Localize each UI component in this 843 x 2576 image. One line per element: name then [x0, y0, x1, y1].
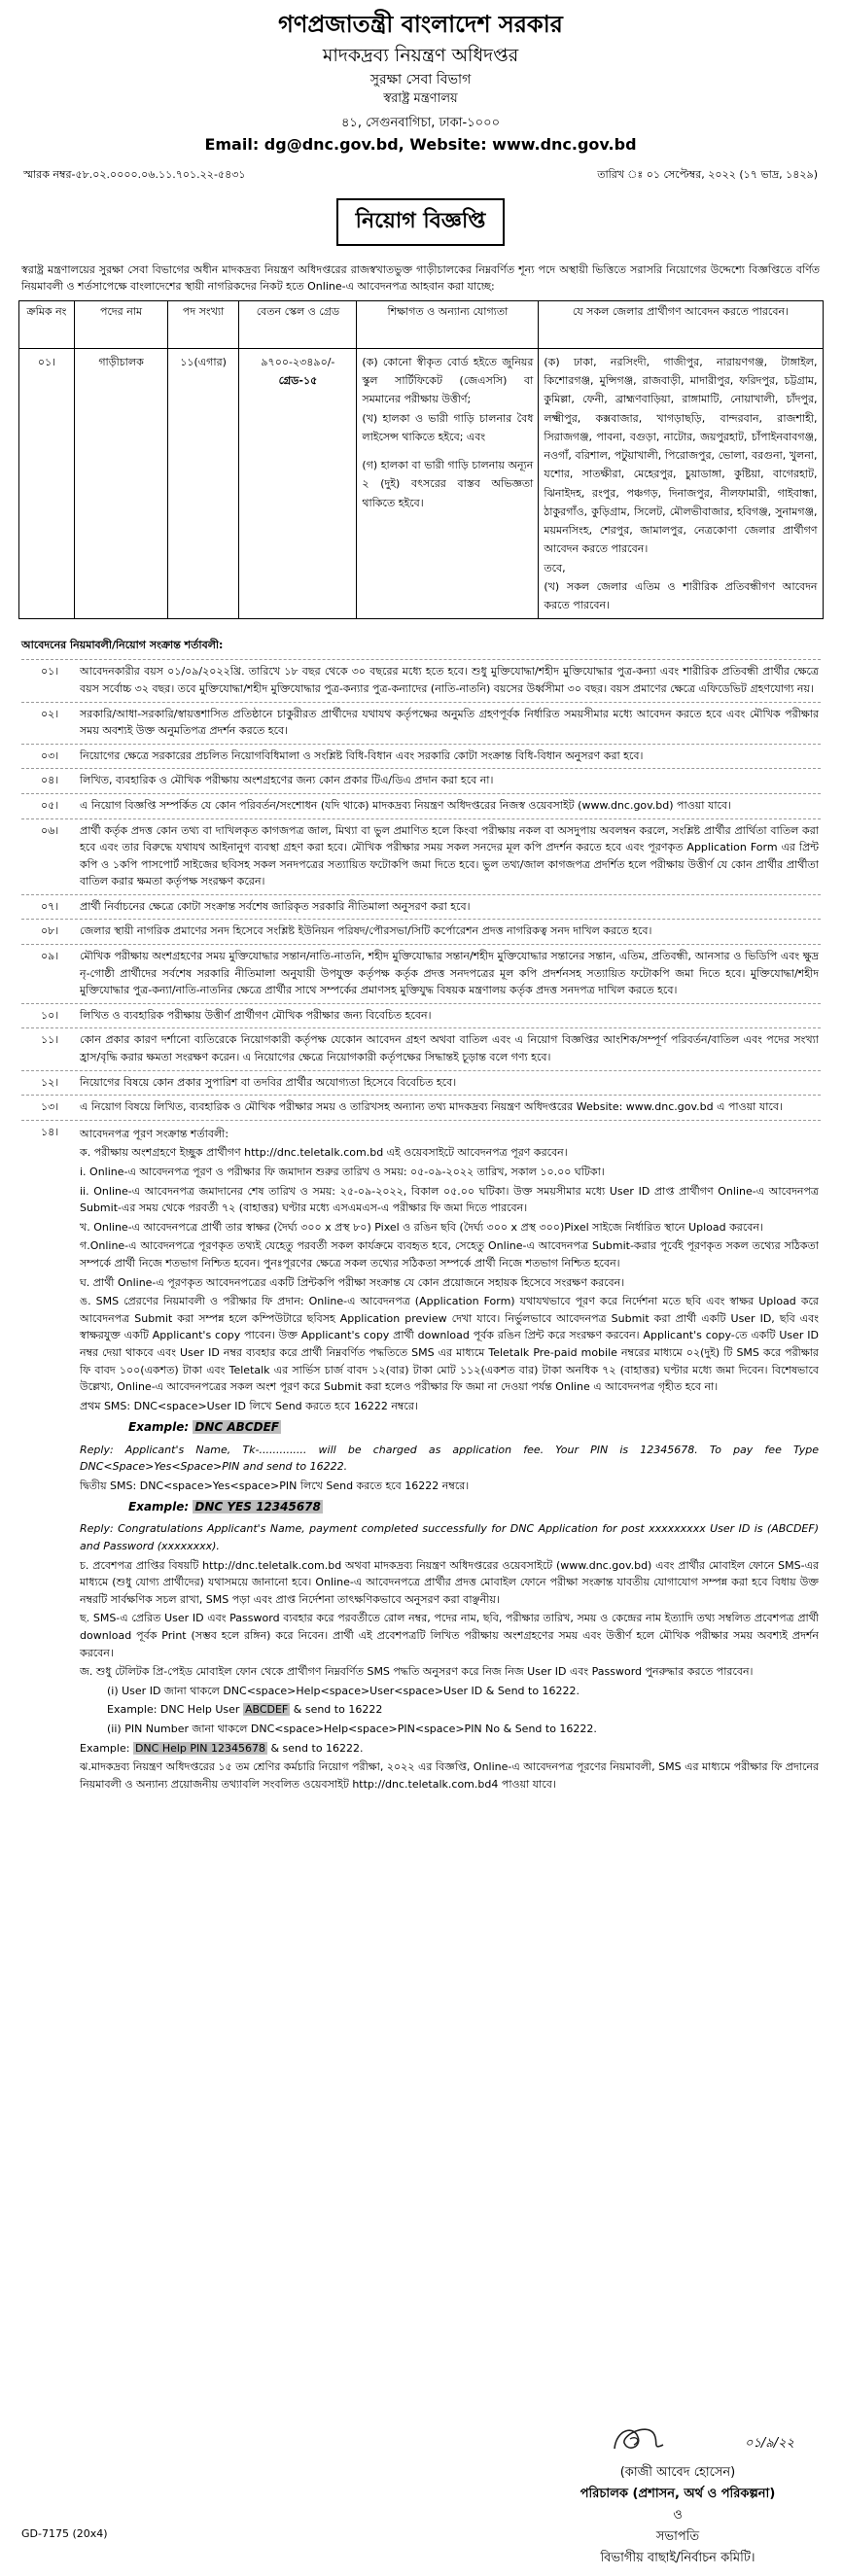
condition-number: ১০।: [41, 1008, 59, 1022]
application-instructions-body: [80, 1124, 821, 1795]
condition-text: এ নিয়োগ বিষয়ে লিখিত, ব্যবহারিক ও মৌখিক পরীক্ষার সময় ও তারিখসহ অন্যান্য তথ্য মাদকদ্রব্য নিয়ন্ত্রণ অধিদপ্তরের Website: www.dnc.gov.bd এ পাওয়া যাবে।: [80, 1100, 783, 1114]
cell-serial: ০১।: [18, 348, 75, 619]
recover-user-id-example: [80, 1701, 819, 1719]
recover-pin: (ii) PIN Number জানা থাকলে DNC<space>Help<space>PIN<space>PIN No & Send to 16222.: [107, 1723, 597, 1735]
memo-date: তারিখ ঃ ০১ সেপ্টেম্বর, ২০২২ (১৭ ভাদ্র, ১৪২৯): [597, 167, 818, 181]
instruction-ja: জ. শুধু টেলিটক প্রি-পেইড মোবাইল ফোন থেকে প্রার্থীগণ নিম্নবর্ণিত SMS পদ্ধতি অনুসরণ করে নিজ নিজ User ID এবং Password পুনরুদ্ধার করতে পারবেন।: [80, 1665, 754, 1679]
department-name: মাদকদ্রব্য নিয়ন্ত্রণ অধিদপ্তর: [322, 45, 519, 66]
condition-item: [21, 1095, 821, 1120]
qualification-c: (গ) হালকা বা ভারী গাড়ি চালনায় অন্যূন ২ (দুই) বৎসরের বাস্তব অভিজ্ঞতা থাকিতে হইবে।: [362, 459, 534, 509]
cell-count: ১১(এগার): [167, 348, 239, 619]
ministry-name: স্বরাষ্ট্র মন্ত্রণালয়: [383, 91, 458, 107]
contact-line: Email: dg@dnc.gov.bd, Website: www.dnc.gov.bd: [204, 134, 637, 154]
condition-number: ১২।: [41, 1075, 59, 1089]
col-qualification: শিক্ষাগত ও অন্যান্য যোগ্যতা: [357, 300, 539, 348]
signatory-and: ও: [673, 2508, 683, 2524]
first-sms-example: [128, 1418, 819, 1437]
cell-scale: [239, 348, 357, 619]
memo-line: [16, 166, 825, 185]
districts-list: (ক) ঢাকা, নরসিংদী, গাজীপুর, নারায়ণগঞ্জ, টাঙ্গাইল, কিশোরগঞ্জ, মুন্সিগঞ্জ, রাজবাড়ী, মাদারীপুর, ফরিদপুর, চট্টগ্রাম, কুমিল্লা, ফেনী, ব্রাহ্মণবাড়িয়া, রাঙ্গামাটি, নোয়াখালী, চাঁদপুর, লক্ষ্মীপুর, কক্সবাজার, খাগড়াছড়ি, বান্দরবান, রাজশাহী, সিরাজগঞ্জ, পাবনা, বগুড়া, নাটোর, জয়পুরহাট, চাঁপাইনবাবগঞ্জ, নওগাঁ, বরিশাল, পটুয়াখালী, পিরোজপুর, ভোলা, বরগুনা, খুলনা, যশোর, সাতক্ষীরা, মেহেরপুর, চুয়াডাঙ্গা, কুষ্টিয়া, বাগেরহাট, ঝিনাইদহ, রংপুর, পঞ্চগড়, দিনাজপুর, নীলফামারী, গাইবান্ধা, ঠাকুরগাঁও, কুড়িগ্রাম, সিলেট, মৌলভীবাজার, হবিগঞ্জ, সুনামগঞ্জ, ময়মনসিংহ, শেরপুর, জামালপুর, নেত্রকোণা জেলার প্রার্থীগণ আবেদন করতে পারবেন।: [544, 355, 818, 556]
condition-text: লিখিত, ব্যবহারিক ও মৌখিক পরীক্ষায় অংশগ্রহণের জন্য কোন প্রকার টিএ/ডিএ প্রদান করা হবে না।: [80, 774, 494, 787]
col-districts: যে সকল জেলার প্রার্থীগণ আবেদন করতে পারবেন।: [539, 300, 823, 348]
qualification-b: (খ) হালকা ও ভারী গাড়ি চালনার বৈধ লাইসেন্স থাকিতে হইবে; এবং: [362, 411, 534, 443]
condition-text: মৌখিক পরীক্ষায় অংশগ্রহণের সময় মুক্তিযোদ্ধার সন্তান/নাতি-নাতনি, শহীদ মুক্তিযোদ্ধার সন্তান/শহীদ মুক্তিযোদ্ধার সন্তানের সন্তান, এতিম, প্রতিবন্ধী, আনসার ও ভিডিপি এবং ক্ষুদ্র নৃ-গোষ্ঠী প্রার্থীদের সর্বশেষ সরকারি নীতিমালা অনুযায়ী উপযুক্ত কর্তৃপক্ষ কর্তৃক প্রদত্ত সনদপত্রের মূল কপি প্রদর্শনসহ সত্যায়িত ফটোকপি জমা দিতে হবে। মুক্তিযোদ্ধা/শহীদ মুক্তিযোদ্ধার পুত্র-কন্যা/নাতি-নাতনির ক্ষেত্রে প্রার্থীর সাথে সম্পর্কের প্রমাণসহ মুক্তিযুদ্ধ বিষয়ক মন্ত্রণালয় কর্তৃক প্রদত্ত সনদপত্র দাখিল করতে হবে।: [80, 950, 819, 997]
condition-item: [21, 659, 821, 701]
condition-number: ০৯।: [41, 950, 59, 963]
example-code: DNC YES 12345678: [194, 1500, 321, 1514]
pay-scale: ৯৭০০-২৩৪৯০/-: [261, 355, 335, 368]
signatory-name: (কাজী আবেদ হোসেন): [619, 2465, 736, 2480]
instruction-kha: খ. Online-এ আবেদনপত্রে প্রার্থী তার স্বাক্ষর (দৈর্ঘ্য ৩০০ x প্রস্থ ৮০) Pixel ও রঙিন ছবি (দৈর্ঘ্য ৩০০ x প্রস্থ ৩০০)Pixel সাইজে নির্ধারিত স্থানে Upload করবেন।: [80, 1220, 763, 1234]
cell-districts: [539, 348, 823, 619]
signature-scribble-icon: [595, 2416, 760, 2462]
condition-item: [21, 818, 821, 894]
condition-number: ০২।: [41, 707, 59, 720]
instruction-cha: চ. প্রবেশপত্র প্রাপ্তির বিষয়টি http://dnc.teletalk.com.bd অথবা মাদকদ্রব্য নিয়ন্ত্রণ অধিদপ্তরের ওয়েবসাইটে (www.dnc.gov.bd) এবং প্রার্থীর মোবাইল ফোনে SMS-এর মাধ্যমে (শুধু যোগ্য প্রার্থীদের) যথাসময়ে জানানো হবে। Online-এ আবেদনপত্রে প্রার্থীর প্রদত্ত মোবাইল ফোনে পরীক্ষা সংক্রান্ত যাবতীয় যোগাযোগ সম্পন্ন করা হবে বিধায় উক্ত নম্বরটি সার্বক্ষণিক সচল রাখা, SMS পড়া এবং প্রাপ্ত নির্দেশনা তাৎক্ষণিকভাবে অনুসরণ করা বাঞ্ছনীয়।: [80, 1558, 819, 1606]
table-header-row: [18, 300, 823, 348]
instruction-ka-i: i. Online-এ আবেদনপত্র পূরণ ও পরীক্ষার ফি জমাদান শুরুর তারিখ ও সময়: ০৫-০৯-২০২২ তারিখ, সকাল ১০.০০ ঘটিকা।: [80, 1166, 605, 1178]
conditions-heading: আবেদনের নিয়মাবলী/নিয়োগ সংক্রান্ত শর্তাবলী:: [21, 639, 224, 652]
recover-pin-example: [80, 1740, 819, 1758]
condition-item: [21, 1070, 821, 1096]
pay-grade: গ্রেড-১৫: [278, 374, 318, 388]
cell-post: গাড়ীচালক: [75, 348, 167, 619]
condition-text: প্রার্থী কর্তৃক প্রদত্ত কোন তথ্য বা দাখিলকৃত কাগজপত্র জাল, মিথ্যা বা ভুল প্রমাণিত হলে কিংবা পরীক্ষায় নকল বা অসদুপায় অবলম্বন করলে, সংশ্লিষ্ট প্রার্থীর প্রার্থিতা বাতিল করা হবে এবং তার বিরুদ্ধে যথাযথ আইনানুগ ব্যবস্থা গ্রহণ করা হবে। মৌখিক পরীক্ষার সময় সকল সনদের মূল কপি প্রদর্শন করতে হবে এবং পূরণকৃত Application Form এর প্রিন্ট কপি ও ১কপি পাসপোর্ট সাইজের ছবিসহ সকল সনদপত্রের সত্যায়িত ফটোকপি জমা দিতে হবে। ভুল তথ্য/জাল কাগজপত্র প্রদর্শিত হলে পরীক্ষায় উত্তীর্ণ যে কোন প্রার্থীর প্রার্থীতা বাতিল করার ক্ষমতা কর্তৃপক্ষ সংরক্ষণ করেন।: [80, 823, 819, 888]
office-address: ৪১, সেগুনবাগিচা, ঢাকা-১০০০: [340, 115, 501, 130]
intro-paragraph: স্বরাষ্ট্র মন্ত্রণালয়ের সুরক্ষা সেবা বিভাগের অধীন মাদকদ্রব্য নিয়ন্ত্রণ অধিদপ্তরের রাজস্বখাতভুক্ত গাড়ীচালকের নিম্নবর্ণিত শূন্য পদে অস্থায়ী ভিত্তিতে সরাসরি নিয়োগের উদ্দেশ্যে বিজ্ঞপ্তিতে বর্ণিত নিয়মাবলী ও শর্তসাপেক্ষে বাংলাদেশের স্থায়ী নাগরিকদের নিকট হতে Online-এ আবেদনপত্র আহবান করা যাচ্ছে:: [21, 262, 820, 293]
districts-then: তবে,: [544, 561, 566, 574]
condition-text: প্রার্থী নির্বাচনের ক্ষেত্রে কোটা সংক্রান্ত সর্বশেষ জারিকৃত সরকারি নীতিমালা অনুসরণ করা হবে।: [80, 899, 471, 913]
condition-item: [21, 919, 821, 944]
instruction-ka-ii: ii. Online-এ আবেদনপত্র জমাদানের শেষ তারিখ ও সময়: ২৫-০৯-২০২২, বিকাল ০৫.০০ ঘটিকা। উক্ত সময়সীমার মধ্যে User ID প্রাপ্ত প্রার্থীগণ Online-এ আবেদনপত্র Submit-এর সময় থেকে পরবর্তী ৭২ (বাহাত্তর) ঘণ্টার মধ্যে এসএমএস-এ পরীক্ষার ফি জমা দিতে পারবেন।: [80, 1184, 819, 1215]
col-count: পদ সংখ্যা: [167, 300, 239, 348]
condition-item: [21, 793, 821, 818]
condition-number: ১৪।: [41, 1125, 59, 1138]
second-sms: দ্বিতীয় SMS: DNC<space>Yes<space>PIN লিখে Send করতে হবে 16222 নম্বরে।: [80, 1479, 470, 1492]
letterhead: [16, 10, 825, 155]
condition-item: [21, 894, 821, 920]
condition-number: ০৮।: [41, 924, 59, 938]
condition-number: ১১।: [41, 1033, 59, 1047]
example-text: & send to 16222.: [270, 1741, 364, 1755]
condition-number: ০৬।: [41, 823, 59, 837]
example-label: Example:: [128, 1500, 190, 1514]
second-sms-example: [128, 1498, 819, 1516]
recover-user-id: (i) User ID জানা থাকলে DNC<space>Help<space>User<space>User ID & Send to 16222.: [107, 1684, 580, 1697]
example-text: Example: DNC Help User: [107, 1703, 240, 1717]
instruction-ka: ক. পরীক্ষায় অংশগ্রহণে ইচ্ছুক প্রার্থীগণ http://dnc.teletalk.com.bd এই ওয়েবসাইটে আবেদনপত্র পূরণ করবেন।: [80, 1146, 568, 1160]
instruction-ga: গ.Online-এ আবেদনপত্রে পূরণকৃত তথ্যই যেহেতু পরবর্তী সকল কার্যক্রমে ব্যবহৃত হবে, সেহেতু Online-এ আবেদনপত্র Submit-করার পূর্বেই পূরণকৃত সকল তথ্যের সঠিকতা সম্পর্কে প্রার্থী নিজে শতভাগ নিশ্চিত হবেন। পুনঃপূরণের ক্ষেত্রে সকল তথ্যের সঠিকতা সম্পর্কে প্রার্থী নিজে শতভাগ নিশ্চিত হবেন।: [80, 1239, 819, 1270]
condition-item: [21, 944, 821, 1003]
instruction-nga: ঙ. SMS প্রেরণের নিয়মাবলী ও পরীক্ষার ফি প্রদান: Online-এ আবেদনপত্র (Application Form) যথাযথভাবে পূরণ করে নির্দেশনা মতে ছবি এবং স্বাক্ষর Upload করে আবেদনপত্র Submit করা সম্পন্ন হলে কম্পিউটারে ছবিসহ Application preview দেখা যাবে। নির্ভুলভাবে আবেদনপত্র Submit করা প্রার্থী একটি User ID, ছবি এবং স্বাক্ষরযুক্ত একটি Applicant's copy পাবেন। উক্ত Applicant's copy প্রার্থী download পূর্বক রঙিন প্রিন্ট করে সংরক্ষণ করবেন। Applicant's copy-তে একটি User ID নম্বর দেয়া থাকবে এবং User ID নম্বর ব্যবহার করে প্রার্থী নিম্নবর্ণিত পদ্ধতিতে SMS এর মাধ্যমে Teletalk Pre-paid mobile নম্বরের মাধ্যমে ০২(দুই) টি SMS করে পরীক্ষার ফি বাবদ ১০০(একশত) টাকা এবং Teletalk এর সার্ভিস চার্জ বাবদ ১২(বার) টাকা মোট ১১২(একশত বার) টাকা অনধিক ৭২ (বাহাত্তর) ঘণ্টার মধ্যে জমা দিবেন। বিশেষভাবে উল্লেখ্য, Online-এ আবেদনপত্রের সকল অংশ পূরণ করে Submit করা হলেও পরীক্ষার ফি জমা না দেওয়া পর্যন্ত Online এ আবেদনপত্র গৃহীত হবে না।: [80, 1295, 819, 1394]
footer-code: GD-7175 (20x4): [21, 2527, 108, 2540]
condition-item: [21, 702, 821, 744]
division-name: সুরক্ষা সেবা বিভাগ: [369, 71, 472, 87]
condition-number: ০৭।: [41, 899, 59, 913]
first-sms: প্রথম SMS: DNC<space>User ID লিখে Send করতে হবে 16222 নম্বরে।: [80, 1399, 418, 1412]
condition-text: লিখিত ও ব্যবহারিক পরীক্ষায় উত্তীর্ণ প্রার্থীগণ মৌখিক পরীক্ষার জন্য বিবেচিত হবেন।: [80, 1008, 432, 1022]
instruction-jha: ঝ.মাদকদ্রব্য নিয়ন্ত্রণ অধিদপ্তরের ১৫ তম শ্রেণির কর্মচারি নিয়োগ পরীক্ষা, ২০২২ এর বিজ্ঞপ্তি, Online-এ আবেদনপত্র পূরণের নিয়মাবলী, SMS এর মাধ্যমে পরীক্ষার ফি প্রদানের নিয়মাবলী ও অন্যান্য প্রয়োজনীয় তথ্যাবলি সংবলিত ওয়েবসাইট http://dnc.teletalk.com.bd4 পাওয়া যাবে।: [80, 1760, 819, 1791]
condition-item: [21, 768, 821, 793]
col-scale: বেতন স্কেল ও গ্রেড: [239, 300, 357, 348]
condition-item: [21, 744, 821, 769]
example-code: DNC ABCDEF: [194, 1420, 279, 1435]
signature-block: [551, 2416, 804, 2569]
first-sms-reply: Reply: Applicant's Name, Tk-.............. will be charged as application fee. Your PIN is 12345678. To pay fee Type DNC<Space>Yes<Space>PIN and send to 16222.: [80, 1443, 819, 1474]
condition-number: ১৩।: [41, 1100, 59, 1114]
col-serial: ক্রমিক নং: [18, 300, 75, 348]
conditions-list: [21, 659, 821, 1798]
instruction-chha: ছ. SMS-এ প্রেরিত User ID এবং Password ব্যবহার করে পরবর্তীতে রোল নম্বর, পদের নাম, ছবি, পরীক্ষার তারিখ, সময় ও কেন্দ্রের নাম ইত্যাদি তথ্য সম্বলিত প্রবেশপত্র প্রার্থী download পূর্বক Print (সম্ভব হলে রঙ্গিন) করে নিবেন। প্রার্থী এই প্রবেশপত্রটি লিখিত পরীক্ষায় অংশগ্রহণের সময় এবং উত্তীর্ণ হলে মৌখিক পরীক্ষার সময় অবশ্যই প্রদর্শন করবেন।: [80, 1612, 819, 1659]
cell-qualification: [357, 348, 539, 619]
condition-item: [21, 1003, 821, 1028]
table-row: [18, 348, 823, 619]
application-heading: আবেদনপত্র পূরণ সংক্রান্ত শর্তাবলী:: [80, 1127, 229, 1140]
second-sms-reply: Reply: Congratulations Applicant's Name, payment completed successfully for DNC Application for post xxxxxxxxx User ID is (ABCDEF) and Password (xxxxxxxx).: [80, 1522, 819, 1553]
condition-text: সরকারি/আধা-সরকারি/স্বায়ত্তশাসিত প্রতিষ্ঠানে চাকুরীরত প্রার্থীদের যথাযথ কর্তৃপক্ষের অনুমতি গ্রহণপূর্বক নির্ধারিত সময়সীমার মধ্যে আবেদন করতে হবে এবং মৌখিক পরীক্ষার সময় অবশ্যই উক্ত অনুমতিপত্র প্রদর্শন করতে হবে।: [80, 707, 819, 738]
qualification-a: (ক) কোনো স্বীকৃত বোর্ড হইতে জুনিয়র স্কুল সার্টিফিকেট (জেএসসি) বা সমমানের পরীক্ষায় উত্তীর্ণ;: [362, 355, 534, 406]
condition-text: কোন প্রকার কারণ দর্শানো ব্যতিরেকে নিয়োগকারী কর্তৃপক্ষ যেকোন আবেদন গ্রহণ অথবা বাতিল এবং এ নিয়োগ বিজ্ঞপ্তির আংশিক/সম্পূর্ণ পরিবর্তন/বাতিল এবং পদের সংখ্যা হ্রাস/বৃদ্ধি করার ক্ষমতা সংরক্ষণ করেন। এ নিয়োগের ক্ষেত্রে নিয়োগকারী কর্তৃপক্ষের সিদ্ধান্তই চূড়ান্ত বলে গণ্য হবে।: [80, 1033, 819, 1064]
signatory-role: সভাপতি: [655, 2529, 700, 2545]
condition-text: জেলার স্থায়ী নাগরিক প্রমাণের সনদ হিসেবে সংশ্লিষ্ট ইউনিয়ন পরিষদ/পৌরসভা/সিটি কর্পোরেশন প্রদত্ত নাগরিকত্ব সনদ দাখিল করতে হবে।: [80, 924, 652, 938]
posts-table: [18, 300, 824, 620]
condition-number: ০৩।: [41, 748, 59, 762]
condition-text: নিয়োগের বিষয়ে কোন প্রকার সুপারিশ বা তদবির প্রার্থীর অযোগ্যতা হিসেবে বিবেচিত হবে।: [80, 1075, 457, 1089]
condition-number: ০১।: [41, 665, 59, 679]
condition-text: আবেদনকারীর বয়স ০১/০৯/২০২২খ্রি. তারিখে ১৮ বছর থেকে ৩০ বছরের মধ্যে হতে হবে। শুধু মুক্তিযোদ্ধা/শহীদ মুক্তিযোদ্ধার পুত্র-কন্যা এবং শারীরিক প্রতিবন্ধী প্রার্থীর ক্ষেত্রে বয়স সর্বোচ্চ ৩২ বছর। তবে মুক্তিযোদ্ধা/শহীদ মুক্তিযোদ্ধার পুত্র-কন্যার পুত্র-কন্যাদের (নাতি-নাতনি) বয়সের উর্ধ্বসীমা ৩০ বছর। বয়স প্রমাণের ক্ষেত্রে এফিডেভিট গ্রহণযোগ্য নয়।: [80, 665, 819, 695]
government-name: গণপ্রজাতন্ত্রী বাংলাদেশ সরকার: [278, 11, 563, 38]
signatory-committee: বিভাগীয় বাছাই/নির্বাচন কমিটি।: [600, 2551, 755, 2566]
signature-date: ০১/৯/২২: [745, 2436, 794, 2451]
col-post: পদের নাম: [75, 300, 167, 348]
notice-title: নিয়োগ বিজ্ঞপ্তি: [336, 198, 506, 246]
districts-orphan: (খ) সকল জেলার এতিম ও শারীরিক প্রতিবন্ধীগণ আবেদন করতে পারবেন।: [544, 579, 818, 612]
memo-number: স্মারক নম্বর-৫৮.০২.০০০০.০৬.১১.৭০১.২২-৫৪৩১: [23, 167, 246, 181]
condition-number: ০৫।: [41, 798, 59, 812]
condition-text: নিয়োগের ক্ষেত্রে সরকারের প্রচলিত নিয়োগবিধিমালা ও সংশ্লিষ্ট বিধি-বিধান এবং সরকারি কোটা সংক্রান্ত বিধি-বিধান অনুসরণ করা হবে।: [80, 748, 644, 762]
example-code: ABCDEF: [244, 1703, 289, 1717]
example-text: Example:: [80, 1741, 130, 1755]
instruction-gha: ঘ. প্রার্থী Online-এ পূরণকৃত আবেদনপত্রের একটি প্রিন্টকপি পরীক্ষা সংক্রান্ত যে কোন প্রয়োজনে সহায়ক হিসেবে সংরক্ষণ করবেন।: [80, 1275, 625, 1289]
example-code: DNC Help PIN 12345678: [134, 1741, 265, 1755]
example-label: Example:: [128, 1420, 190, 1435]
condition-number: ০৪।: [41, 774, 59, 787]
application-instructions: [21, 1120, 821, 1799]
condition-text: এ নিয়োগ বিজ্ঞপ্তি সম্পর্কিত যে কোন পরিবর্তন/সংশোধন (যদি থাকে) মাদকদ্রব্য নিয়ন্ত্রণ অধিদপ্তরের নিজস্ব ওয়েবসাইট (www.dnc.gov.bd) পাওয়া যাবে।: [80, 798, 731, 812]
condition-item: [21, 1027, 821, 1069]
signatory-designation: পরিচালক (প্রশাসন, অর্থ ও পরিকল্পনা): [580, 2487, 776, 2502]
example-text: & send to 16222: [293, 1703, 383, 1717]
